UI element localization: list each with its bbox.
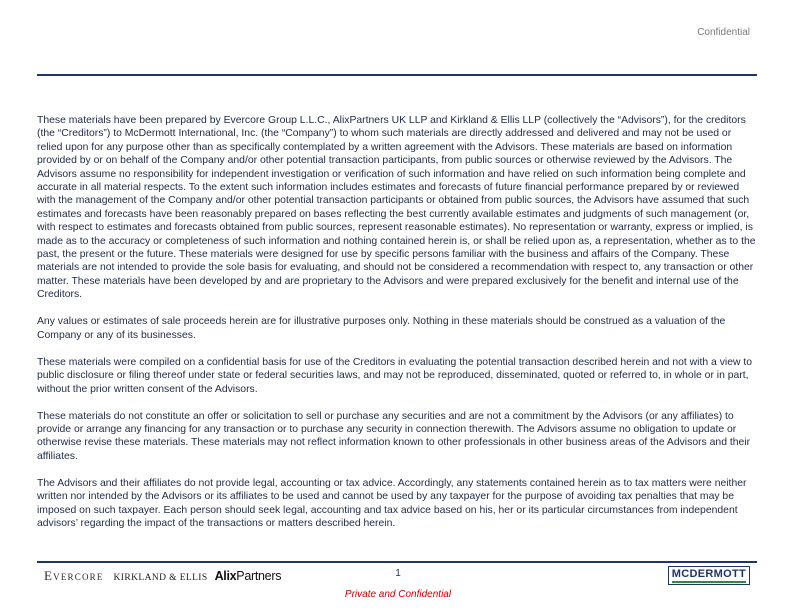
mcdermott-logo-text: MCDERMOTT bbox=[671, 568, 746, 580]
alixpartners-logo-bold: Alix bbox=[214, 569, 237, 583]
disclaimer-paragraph-1: These materials have been prepared by Evercore Group L.L.C., AlixPartners UK LLP and Kirkland & Ellis LLP (collectively the “Advisors”), for the creditors (the “Creditors”) to McDermott International, Inc. (the “Company”) to whom such materials are directly addressed and delivered and may not be used or relied upon for any purpose other than as specifically contemplated by a written agreement with the Advisors. These materials are based on information provided by or on behalf of the Company and/or other potential transaction participants, from public sources or otherwise reviewed by the Advisors. The Advisors assume no responsibility for independent investigation or verification of such information and have relied on such information being complete and accurate in all material respects. To the extent such information includes estimates and forecasts of future financial performance prepared by or reviewed with the management of the Company and/or other potential transaction participants or obtained from public sources, the Advisors have assumed that such estimates and forecasts have been reasonably prepared on bases reflecting the best currently available estimates and judgments of such management (or, with respect to estimates and forecasts obtained from public sources, represent reasonable estimates). No representation or warranty, express or implied, is made as to the accuracy or completeness of such information and nothing contained herein is, or shall be relied upon as, a representation, whether as to the past, the present or the future. These materials were designed for use by specific persons familiar with the business and affairs of the Company. These materials are not intended to provide the sole basis for evaluating, and should not be considered a recommendation with respect to, any transaction or other matter. These materials have been developed by and are proprietary to the Advisors and were prepared exclusively for the benefit and internal use of the Creditors. bbox=[37, 115, 756, 301]
mcdermott-logo bbox=[668, 566, 750, 585]
kirkland-ellis-logo: KIRKLAND & ELLIS bbox=[113, 573, 208, 583]
disclaimer-paragraph-2: Any values or estimates of sale proceeds herein are for illustrative purposes only. Nothing in these materials should be construed as a valuation of the Company or any of its businesses. bbox=[37, 316, 726, 341]
header-divider bbox=[37, 74, 757, 76]
page-number: 1 bbox=[395, 568, 401, 579]
alixpartners-logo-rest: Partners bbox=[236, 569, 282, 583]
disclaimer-paragraph-4: These materials do not constitute an offer or solicitation to sell or purchase any securities and are not a commitment by the Advisors (or any affiliates) to provide or arrange any financing for any transaction or to purchase any security in connection therewith. The Advisors assume no obligation to update or otherwise revise these materials. These materials may not reflect information known to other professionals in other business areas of the Advisors and their affiliates. bbox=[37, 410, 751, 462]
alixpartners-logo bbox=[215, 569, 282, 583]
footer-divider bbox=[37, 561, 757, 563]
disclaimer-body bbox=[37, 114, 757, 544]
disclaimer-paragraph-3: These materials were compiled on a confidential basis for use of the Creditors in evaluating the potential transaction described herein and not with a view to public disclosure or filing thereof under state or federal securities laws, and may not be reproduced, disseminated, quoted or referred to, in whole or in part, without the prior written consent of the Advisors. bbox=[37, 356, 753, 395]
disclaimer-paragraph-5: The Advisors and their affiliates do not provide legal, accounting or tax advice. Accordingly, any statements contained herein as to tax matters were neither written nor intended by the Advisors or its affiliates to be used and cannot be used by any taxpayer for the purpose of avoiding tax penalties that may be imposed on such taxpayer. Each person should seek legal, accounting and tax advice based on his, her or its particular circumstances from independent advisors’ regarding the impact of the transactions or matters described herein. bbox=[37, 477, 747, 529]
confidential-label: Confidential bbox=[697, 27, 750, 38]
evercore-logo: Evercore bbox=[44, 568, 104, 583]
private-confidential-label: Private and Confidential bbox=[344, 589, 452, 600]
mcdermott-logo-underline bbox=[672, 581, 746, 583]
advisor-logos bbox=[44, 568, 281, 584]
